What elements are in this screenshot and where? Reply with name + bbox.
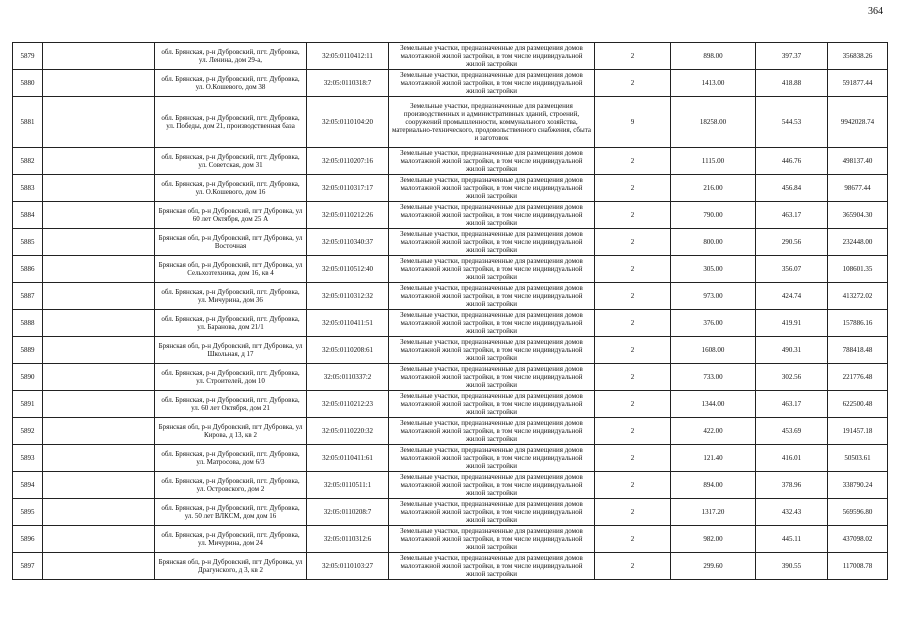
row-number: 5896 xyxy=(13,526,43,553)
cadastral-number-cell: 32:05:0110411:51 xyxy=(307,310,389,337)
group-cell: 2 xyxy=(595,229,671,256)
specific-value-cell: 419.91 xyxy=(756,310,828,337)
specific-value-cell: 446.76 xyxy=(756,148,828,175)
cadastral-value-cell: 788418.48 xyxy=(828,337,888,364)
cadastral-value-cell: 108601.35 xyxy=(828,256,888,283)
cadastral-number-cell: 32:05:0110208:61 xyxy=(307,337,389,364)
spacer-cell xyxy=(43,310,155,337)
cadastral-value-cell: 591877.44 xyxy=(828,70,888,97)
spacer-cell xyxy=(43,148,155,175)
area-cell: 800.00 xyxy=(671,229,756,256)
group-cell: 2 xyxy=(595,202,671,229)
specific-value-cell: 418.88 xyxy=(756,70,828,97)
cadastral-value-cell: 498137.40 xyxy=(828,148,888,175)
address-cell: Брянская обл, р-н Дубровский, пгт Дубровка, ул Школьная, д 17 xyxy=(155,337,307,364)
land-use-cell: Земельные участки, предназначенные для размещения домов малоэтажной жилой застройки, в том числе индивидуальной жилой застройки xyxy=(389,256,595,283)
spacer-cell xyxy=(43,526,155,553)
group-cell: 2 xyxy=(595,526,671,553)
spacer-cell xyxy=(43,553,155,580)
land-use-cell: Земельные участки, предназначенные для размещения домов малоэтажной жилой застройки, в том числе индивидуальной жилой застройки xyxy=(389,70,595,97)
cadastral-value-cell: 157886.16 xyxy=(828,310,888,337)
specific-value-cell: 356.07 xyxy=(756,256,828,283)
table-row xyxy=(13,283,888,310)
cadastral-value-cell: 356838.26 xyxy=(828,43,888,70)
group-cell: 9 xyxy=(595,97,671,148)
land-use-cell: Земельные участки, предназначенные для размещения домов малоэтажной жилой застройки, в том числе индивидуальной жилой застройки xyxy=(389,526,595,553)
area-cell: 894.00 xyxy=(671,472,756,499)
group-cell: 2 xyxy=(595,364,671,391)
group-cell: 2 xyxy=(595,445,671,472)
cadastral-number-cell: 32:05:0110317:17 xyxy=(307,175,389,202)
address-cell: обл. Брянская, р-н Дубровский, пгт. Дубровка, ул. Островского, дом 2 xyxy=(155,472,307,499)
spacer-cell xyxy=(43,202,155,229)
table-row xyxy=(13,229,888,256)
land-use-cell: Земельные участки, предназначенные для размещения домов малоэтажной жилой застройки, в том числе индивидуальной жилой застройки xyxy=(389,553,595,580)
row-number: 5894 xyxy=(13,472,43,499)
table-row xyxy=(13,337,888,364)
table-row xyxy=(13,472,888,499)
specific-value-cell: 378.96 xyxy=(756,472,828,499)
area-cell: 376.00 xyxy=(671,310,756,337)
row-number: 5887 xyxy=(13,283,43,310)
table-row xyxy=(13,526,888,553)
cadastral-number-cell: 32:05:0110312:32 xyxy=(307,283,389,310)
land-use-cell: Земельные участки, предназначенные для размещения домов малоэтажной жилой застройки, в том числе индивидуальной жилой застройки xyxy=(389,364,595,391)
address-cell: Брянская обл, р-н Дубровский, пгт Дубровка, ул 60 лет Октября, дом 25 А xyxy=(155,202,307,229)
cadastral-number-cell: 32:05:0110412:11 xyxy=(307,43,389,70)
spacer-cell xyxy=(43,499,155,526)
cadastral-number-cell: 32:05:0110511:1 xyxy=(307,472,389,499)
table-row xyxy=(13,148,888,175)
group-cell: 2 xyxy=(595,256,671,283)
address-cell: обл. Брянская, р-н Дубровский, пгт. Дубровка, ул. О.Кошевого, дом 38 xyxy=(155,70,307,97)
specific-value-cell: 453.69 xyxy=(756,418,828,445)
land-use-cell: Земельные участки, предназначенные для размещения домов малоэтажной жилой застройки, в том числе индивидуальной жилой застройки xyxy=(389,43,595,70)
cadastral-number-cell: 32:05:0110340:37 xyxy=(307,229,389,256)
row-number: 5890 xyxy=(13,364,43,391)
group-cell: 2 xyxy=(595,418,671,445)
land-use-cell: Земельные участки, предназначенные для размещения домов малоэтажной жилой застройки, в том числе индивидуальной жилой застройки xyxy=(389,175,595,202)
area-cell: 1317.20 xyxy=(671,499,756,526)
address-cell: обл. Брянская, р-н Дубровский, пгт. Дубровка, ул. Строителей, дом 10 xyxy=(155,364,307,391)
area-cell: 299.60 xyxy=(671,553,756,580)
table-row xyxy=(13,202,888,229)
cadastral-number-cell: 32:05:0110337:2 xyxy=(307,364,389,391)
spacer-cell xyxy=(43,175,155,202)
address-cell: обл. Брянская, р-н Дубровский, пгт. Дубровка, ул. Матросова, дом 6/3 xyxy=(155,445,307,472)
area-cell: 216.00 xyxy=(671,175,756,202)
cadastral-value-cell: 191457.18 xyxy=(828,418,888,445)
cadastral-value-cell: 98677.44 xyxy=(828,175,888,202)
cadastral-number-cell: 32:05:0110212:23 xyxy=(307,391,389,418)
area-cell: 305.00 xyxy=(671,256,756,283)
table-row xyxy=(13,418,888,445)
land-use-cell: Земельные участки, предназначенные для размещения домов малоэтажной жилой застройки, в том числе индивидуальной жилой застройки xyxy=(389,337,595,364)
address-cell: обл. Брянская, р-н Дубровский, пгт. Дубровка, ул. Мичурина, дом 36 xyxy=(155,283,307,310)
group-cell: 2 xyxy=(595,43,671,70)
area-cell: 1344.00 xyxy=(671,391,756,418)
area-cell: 1608.00 xyxy=(671,337,756,364)
area-cell: 733.00 xyxy=(671,364,756,391)
table-row xyxy=(13,391,888,418)
area-cell: 1115.00 xyxy=(671,148,756,175)
spacer-cell xyxy=(43,70,155,97)
spacer-cell xyxy=(43,43,155,70)
table-row xyxy=(13,553,888,580)
cadastral-number-cell: 32:05:0110104:20 xyxy=(307,97,389,148)
row-number: 5893 xyxy=(13,445,43,472)
table-row xyxy=(13,499,888,526)
area-cell: 1413.00 xyxy=(671,70,756,97)
cadastral-number-cell: 32:05:0110103:27 xyxy=(307,553,389,580)
address-cell: Брянская обл, р-н Дубровский, пгт Дубровка, ул Восточная xyxy=(155,229,307,256)
spacer-cell xyxy=(43,418,155,445)
group-cell: 2 xyxy=(595,391,671,418)
cadastral-number-cell: 32:05:0110207:16 xyxy=(307,148,389,175)
address-cell: обл. Брянская, р-н Дубровский, пгт. Дубровка, ул. Ленина, дом 29-а, xyxy=(155,43,307,70)
address-cell: Брянская обл, р-н Дубровский, пгт Дубровка, ул Кирова, д 13, кв 2 xyxy=(155,418,307,445)
spacer-cell xyxy=(43,283,155,310)
cadastral-value-cell: 9942028.74 xyxy=(828,97,888,148)
cadastral-value-cell: 50503.61 xyxy=(828,445,888,472)
cadastral-number-cell: 32:05:0110312:6 xyxy=(307,526,389,553)
address-cell: обл. Брянская, р-н Дубровский, пгт. Дубровка, ул. Баранова, дом 21/1 xyxy=(155,310,307,337)
table-row xyxy=(13,310,888,337)
specific-value-cell: 432.43 xyxy=(756,499,828,526)
table-row xyxy=(13,364,888,391)
land-use-cell: Земельные участки, предназначенные для размещения домов малоэтажной жилой застройки, в том числе индивидуальной жилой застройки xyxy=(389,229,595,256)
cadastral-value-cell: 221776.48 xyxy=(828,364,888,391)
land-use-cell: Земельные участки, предназначенные для размещения домов малоэтажной жилой застройки, в том числе индивидуальной жилой застройки xyxy=(389,202,595,229)
cadastral-value-cell: 232448.00 xyxy=(828,229,888,256)
cadastral-number-cell: 32:05:0110411:61 xyxy=(307,445,389,472)
land-use-cell: Земельные участки, предназначенные для размещения производственных и административных зданий, строений, сооружений промышленности, коммунального хозяйства, материально-технического, продовольственного снабжения, сбыта и заготовок xyxy=(389,97,595,148)
area-cell: 422.00 xyxy=(671,418,756,445)
specific-value-cell: 416.01 xyxy=(756,445,828,472)
cadastral-number-cell: 32:05:0110208:7 xyxy=(307,499,389,526)
cadastral-number-cell: 32:05:0110512:40 xyxy=(307,256,389,283)
cadastral-value-cell: 413272.02 xyxy=(828,283,888,310)
spacer-cell xyxy=(43,445,155,472)
cadastral-value-cell: 365904.30 xyxy=(828,202,888,229)
table-row xyxy=(13,175,888,202)
land-use-cell: Земельные участки, предназначенные для размещения домов малоэтажной жилой застройки, в том числе индивидуальной жилой застройки xyxy=(389,283,595,310)
land-use-cell: Земельные участки, предназначенные для размещения домов малоэтажной жилой застройки, в том числе индивидуальной жилой застройки xyxy=(389,499,595,526)
land-use-cell: Земельные участки, предназначенные для размещения домов малоэтажной жилой застройки, в том числе индивидуальной жилой застройки xyxy=(389,472,595,499)
address-cell: обл. Брянская, р-н Дубровский, пгт. Дубровка, ул. Победы, дом 21, производственная база xyxy=(155,97,307,148)
table-row xyxy=(13,43,888,70)
area-cell: 982.00 xyxy=(671,526,756,553)
group-cell: 2 xyxy=(595,472,671,499)
row-number: 5892 xyxy=(13,418,43,445)
row-number: 5881 xyxy=(13,97,43,148)
group-cell: 2 xyxy=(595,70,671,97)
spacer-cell xyxy=(43,337,155,364)
row-number: 5889 xyxy=(13,337,43,364)
land-use-cell: Земельные участки, предназначенные для размещения домов малоэтажной жилой застройки, в том числе индивидуальной жилой застройки xyxy=(389,310,595,337)
row-number: 5880 xyxy=(13,70,43,97)
table-row xyxy=(13,97,888,148)
specific-value-cell: 424.74 xyxy=(756,283,828,310)
row-number: 5883 xyxy=(13,175,43,202)
land-registry-table xyxy=(12,42,888,580)
specific-value-cell: 290.56 xyxy=(756,229,828,256)
row-number: 5886 xyxy=(13,256,43,283)
specific-value-cell: 302.56 xyxy=(756,364,828,391)
specific-value-cell: 397.37 xyxy=(756,43,828,70)
table-body xyxy=(13,43,888,580)
address-cell: обл. Брянская, р-н Дубровский, пгт. Дубровка, ул. Мичурина, дом 24 xyxy=(155,526,307,553)
cadastral-value-cell: 437098.02 xyxy=(828,526,888,553)
address-cell: Брянская обл, р-н Дубровский, пгт Дубровка, ул Драгунского, д 3, кв 2 xyxy=(155,553,307,580)
cadastral-value-cell: 117008.78 xyxy=(828,553,888,580)
address-cell: обл. Брянская, р-н Дубровский, пгт. Дубровка, ул. О.Кошевого, дом 16 xyxy=(155,175,307,202)
row-number: 5879 xyxy=(13,43,43,70)
spacer-cell xyxy=(43,391,155,418)
area-cell: 18258.00 xyxy=(671,97,756,148)
specific-value-cell: 463.17 xyxy=(756,202,828,229)
address-cell: обл. Брянская, р-н Дубровский, пгт. Дубровка, ул. 50 лет ВЛКСМ, дом дом 16 xyxy=(155,499,307,526)
cadastral-number-cell: 32:05:0110220:32 xyxy=(307,418,389,445)
specific-value-cell: 463.17 xyxy=(756,391,828,418)
group-cell: 2 xyxy=(595,283,671,310)
spacer-cell xyxy=(43,472,155,499)
group-cell: 2 xyxy=(595,148,671,175)
land-use-cell: Земельные участки, предназначенные для размещения домов малоэтажной жилой застройки, в том числе индивидуальной жилой застройки xyxy=(389,418,595,445)
spacer-cell xyxy=(43,364,155,391)
group-cell: 2 xyxy=(595,175,671,202)
land-use-cell: Земельные участки, предназначенные для размещения домов малоэтажной жилой застройки, в том числе индивидуальной жилой застройки xyxy=(389,445,595,472)
row-number: 5895 xyxy=(13,499,43,526)
table-row xyxy=(13,256,888,283)
area-cell: 790.00 xyxy=(671,202,756,229)
address-cell: обл. Брянская, р-н Дубровский, пгт. Дубровка, ул. 60 лет Октября, дом 21 xyxy=(155,391,307,418)
row-number: 5882 xyxy=(13,148,43,175)
table-row xyxy=(13,70,888,97)
group-cell: 2 xyxy=(595,337,671,364)
specific-value-cell: 445.11 xyxy=(756,526,828,553)
spacer-cell xyxy=(43,229,155,256)
address-cell: обл. Брянская, р-н Дубровский, пгт. Дубровка, ул. Советская, дом 31 xyxy=(155,148,307,175)
spacer-cell xyxy=(43,97,155,148)
table-row xyxy=(13,445,888,472)
area-cell: 973.00 xyxy=(671,283,756,310)
area-cell: 898.00 xyxy=(671,43,756,70)
cadastral-value-cell: 622500.48 xyxy=(828,391,888,418)
specific-value-cell: 544.53 xyxy=(756,97,828,148)
group-cell: 2 xyxy=(595,553,671,580)
land-use-cell: Земельные участки, предназначенные для размещения домов малоэтажной жилой застройки, в том числе индивидуальной жилой застройки xyxy=(389,391,595,418)
specific-value-cell: 456.84 xyxy=(756,175,828,202)
cadastral-number-cell: 32:05:0110212:26 xyxy=(307,202,389,229)
specific-value-cell: 390.55 xyxy=(756,553,828,580)
land-use-cell: Земельные участки, предназначенные для размещения домов малоэтажной жилой застройки, в том числе индивидуальной жилой застройки xyxy=(389,148,595,175)
row-number: 5884 xyxy=(13,202,43,229)
row-number: 5891 xyxy=(13,391,43,418)
address-cell: Брянская обл, р-н Дубровский, пгт Дубровка, ул Сельхозтехника, дом 16, кв 4 xyxy=(155,256,307,283)
area-cell: 121.40 xyxy=(671,445,756,472)
group-cell: 2 xyxy=(595,499,671,526)
spacer-cell xyxy=(43,256,155,283)
specific-value-cell: 490.31 xyxy=(756,337,828,364)
cadastral-value-cell: 338790.24 xyxy=(828,472,888,499)
cadastral-number-cell: 32:05:0110318:7 xyxy=(307,70,389,97)
page-number: 364 xyxy=(868,6,883,17)
row-number: 5897 xyxy=(13,553,43,580)
row-number: 5888 xyxy=(13,310,43,337)
group-cell: 2 xyxy=(595,310,671,337)
row-number: 5885 xyxy=(13,229,43,256)
cadastral-value-cell: 569596.80 xyxy=(828,499,888,526)
